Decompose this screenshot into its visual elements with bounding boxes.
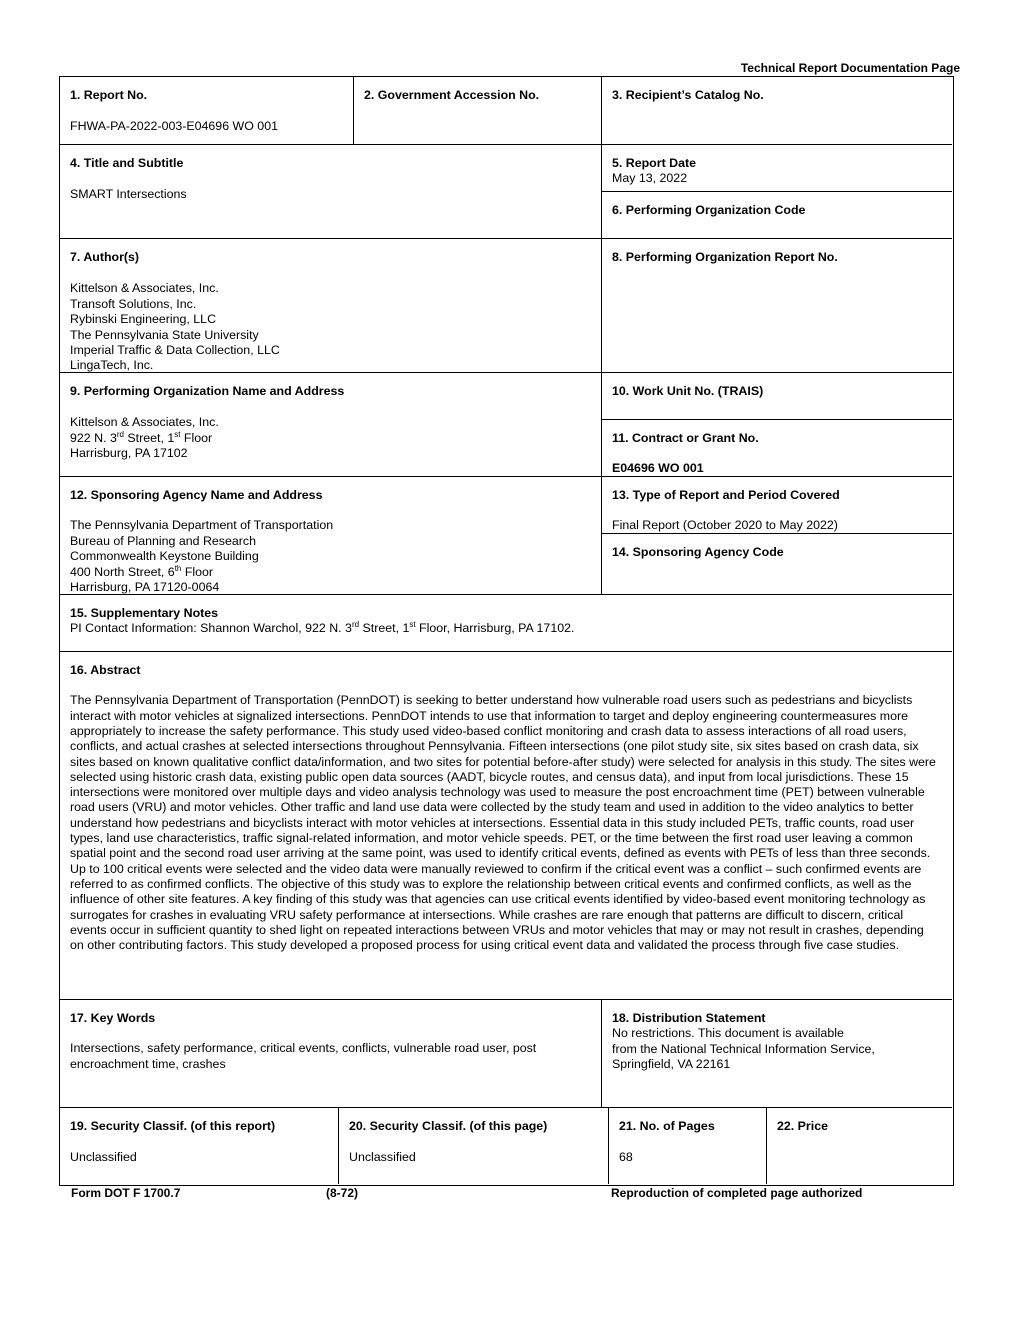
supplementary-cell (60, 594, 952, 651)
report-no-cell (60, 77, 353, 144)
sponsor-address (70, 518, 591, 595)
documentation-form (59, 76, 954, 1186)
author-item: Kittelson & Associates, Inc. (70, 281, 219, 296)
author-item: Rybinski Engineering, LLC (70, 312, 217, 327)
key-words-value: Intersections, safety performance, critical events, conflicts, vulnerable road user, post encroachment time, crashes (70, 1041, 537, 1071)
perf-org-name-cell (60, 372, 601, 476)
abstract-cell (60, 651, 952, 999)
perf-org-name-label: 9. Performing Organization Name and Address (70, 384, 345, 398)
title-value: SMART Intersections (70, 187, 187, 202)
author-item: LingaTech, Inc. (70, 358, 154, 373)
key-words-label: 17. Key Words (70, 1011, 156, 1025)
gov-accession-label: 2. Government Accession No. (364, 88, 540, 102)
perf-org-code-label: 6. Performing Organization Code (612, 203, 806, 217)
security-page-label: 20. Security Classif. (of this page) (349, 1119, 548, 1133)
perf-org-code-cell (601, 191, 952, 238)
sponsor-code-cell (601, 533, 952, 594)
gov-accession-cell (353, 77, 601, 144)
report-no-label: 1. Report No. (70, 88, 148, 102)
work-unit-cell (601, 372, 952, 419)
authors-list (70, 281, 591, 373)
distribution-cell (601, 999, 952, 1107)
report-date-cell (601, 144, 952, 191)
contract-cell (601, 419, 952, 476)
security-page-value: Unclassified (349, 1150, 416, 1165)
perf-org-report-cell (601, 238, 952, 372)
title-cell (60, 144, 601, 238)
page-header: Technical Report Documentation Page (740, 61, 960, 75)
distribution-label: 18. Distribution Statement (612, 1011, 766, 1025)
authors-label: 7. Author(s) (70, 250, 140, 264)
security-report-cell (60, 1107, 338, 1184)
num-pages-cell (608, 1107, 766, 1184)
sponsor-line: Commonwealth Keystone Building (70, 549, 259, 564)
perf-org-address (70, 415, 591, 461)
author-item: Transoft Solutions, Inc. (70, 296, 197, 311)
key-words-cell (60, 999, 601, 1107)
security-report-label: 19. Security Classif. (of this report) (70, 1119, 276, 1133)
security-report-value: Unclassified (70, 1150, 137, 1165)
sponsor-line: Bureau of Planning and Research (70, 533, 256, 548)
security-page-cell (338, 1107, 608, 1184)
catalog-no-cell (601, 77, 952, 144)
report-type-label: 13. Type of Report and Period Covered (612, 488, 840, 502)
report-no-value: FHWA-PA-2022-003-E04696 WO 001 (70, 119, 278, 134)
price-cell (766, 1107, 952, 1184)
abstract-text: The Pennsylvania Department of Transportation (PennDOT) is seeking to better understand how vulnerable road users such as pedestrians and bicyclists interact with motor vehicles at signalized intersections. PennDOT intends to use that information to target and deploy engineering countermeasures more appropriately to increase the safety performance. This study used video-based conflict monitoring and crash data to assess interactions of all road users, conflicts, and actual crashes at selected intersections throughout Pennsylvania. Fifteen intersections (one pilot study site, six sites based on crash data, six sites based on known qualitative conflict data/information, and two sites for potential before-after study) were selected for analysis in this study. The sites were selected using historic crash data, existing public open data sources (AADT, bicycle routes, and census data), and input from local jurisdictions. These 15 intersections were monitored over multiple days and video analysis technology was used to measure the post encroachment time (PET) between vulnerable road users (VRU) and motor vehicles. Other traffic and land use data were collected by the study team and used in addition to the video analytics to better understand how pedestrians and bicyclists interact with motor vehicles at intersections. Essential data in this study included PETs, traffic counts, road user types, land use characteristics, traffic signal-related information, and motor vehicle speeds. PET, or the time between the first road user leaving a common spatial point and the second road user arriving at the same point, was used to identify critical events, defined as events with PETs of less than three seconds. Up to 100 critical events were selected and the video data were manually reviewed to confirm if the critical event was a conflict – such confirmed events are referred to as confirmed conflicts. The objective of this study was to explore the relationship between critical events and confirmed conflicts, as well as the influence of other site features. A key finding of this study was that agencies can use critical events identified by video-based event monitoring technology as surrogates for crashes in evaluating VRU safety performance at intersections. While crashes are rare enough that patterns are difficult to discern, critical events occur in sufficient quantity to shed light on repeated interactions between VRUs and motor vehicles that may or may not result in crashes, depending on other contributing factors. This study developed a proposed process for using critical event data and validated the process through five case studies. (70, 693, 936, 953)
abstract-label: 16. Abstract (70, 663, 141, 677)
sponsor-line: Harrisburg, PA 17120-0064 (70, 580, 220, 595)
contract-value: E04696 WO 001 (612, 461, 704, 476)
contract-label: 11. Contract or Grant No. (612, 431, 759, 445)
report-date-label: 5. Report Date (612, 156, 696, 170)
num-pages-value: 68 (619, 1150, 633, 1165)
num-pages-label: 21. No. of Pages (619, 1119, 715, 1133)
perf-org-report-label: 8. Performing Organization Report No. (612, 250, 838, 264)
perf-org-city: Harrisburg, PA 17102 (70, 446, 188, 461)
sponsor-line: The Pennsylvania Department of Transportation (70, 518, 334, 533)
form-number: Form DOT F 1700.7 (71, 1186, 181, 1200)
perf-org-name: Kittelson & Associates, Inc. (70, 415, 219, 430)
supplementary-label: 15. Supplementary Notes (70, 606, 219, 620)
supplementary-value: PI Contact Information: Shannon Warchol, 922 N. 3rd Street, 1st Floor, Harrisburg, PA 17102. (70, 620, 575, 636)
sponsor-code-label: 14. Sponsoring Agency Code (612, 545, 784, 559)
report-type-cell (601, 476, 952, 533)
sponsor-name-cell (60, 476, 601, 594)
catalog-no-label: 3. Recipient’s Catalog No. (612, 88, 764, 102)
author-item: Imperial Traffic & Data Collection, LLC (70, 343, 280, 358)
report-date-value: May 13, 2022 (612, 171, 688, 186)
author-item: The Pennsylvania State University (70, 327, 259, 342)
perf-org-street: 922 N. 3rd Street, 1st Floor (70, 429, 213, 445)
form-revision: (8-72) (326, 1186, 359, 1200)
authors-cell (60, 238, 601, 372)
work-unit-label: 10. Work Unit No. (TRAIS) (612, 384, 764, 398)
sponsor-name-label: 12. Sponsoring Agency Name and Address (70, 488, 323, 502)
price-label: 22. Price (777, 1119, 828, 1133)
sponsor-line: 400 North Street, 6th Floor (70, 563, 214, 579)
report-type-value: Final Report (October 2020 to May 2022) (612, 518, 838, 533)
reproduction-note: Reproduction of completed page authorized (611, 1186, 863, 1200)
distribution-line: No restrictions. This document is available (612, 1026, 844, 1041)
distribution-line: from the National Technical Information Service, (612, 1041, 875, 1056)
distribution-line: Springfield, VA 22161 (612, 1057, 731, 1072)
title-label: 4. Title and Subtitle (70, 156, 184, 170)
